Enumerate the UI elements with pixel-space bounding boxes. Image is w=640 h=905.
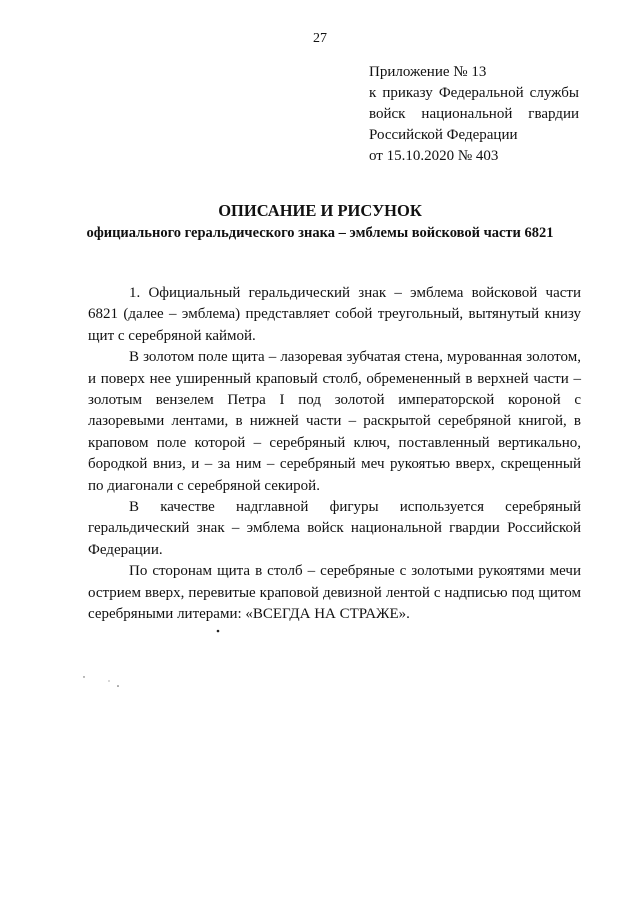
body-paragraph: По сторонам щита в столб – серебряные с золотыми рукоятями мечи острием вверх, перевитые краповой девизной лентой с надписью под щитом серебряными литерами: «ВСЕГДА НА СТРАЖЕ». <box>88 563 581 623</box>
appendix-line: от 15.10.2020 № 403 <box>369 148 499 164</box>
appendix-line: к приказу Федеральной службы <box>369 85 579 101</box>
appendix-header <box>369 62 579 167</box>
appendix-line: войск национальной гвардии <box>369 106 579 122</box>
appendix-line: Российской Федерации <box>369 127 518 143</box>
document-title: ОПИСАНИЕ И РИСУНОК <box>218 201 422 220</box>
appendix-line: Приложение № 13 <box>369 64 487 80</box>
document-body <box>88 283 581 626</box>
body-paragraph: В золотом поле щита – лазоревая зубчатая стена, мурованная золотом, и поверх нее уширенный краповый столб, обремененный в верхней части – золотым вензелем Петра I под золотой императорской короной с лазоревыми лентами, в нижней части – раскрытой серебряной книгой, в краповом поле которой – серебряный ключ, поставленный вертикально, бородкой вниз, и – за ним – серебряный меч рукоятью вверх, скрещенный по диагонали с серебряной секирой. <box>88 349 581 494</box>
document-subtitle: официального геральдического знака – эмблемы войсковой части 6821 <box>86 225 554 241</box>
body-paragraph: В качестве надглавной фигуры используется серебряный геральдический знак – эмблема войск национальной гвардии Российской Федерации. <box>88 499 581 558</box>
page-number: 27 <box>313 31 327 46</box>
body-paragraph: 1. Официальный геральдический знак – эмблема войсковой части 6821 (далее – эмблема) представляет собой треугольный, вытянутый книзу щит с серебряной каймой. <box>88 285 581 344</box>
